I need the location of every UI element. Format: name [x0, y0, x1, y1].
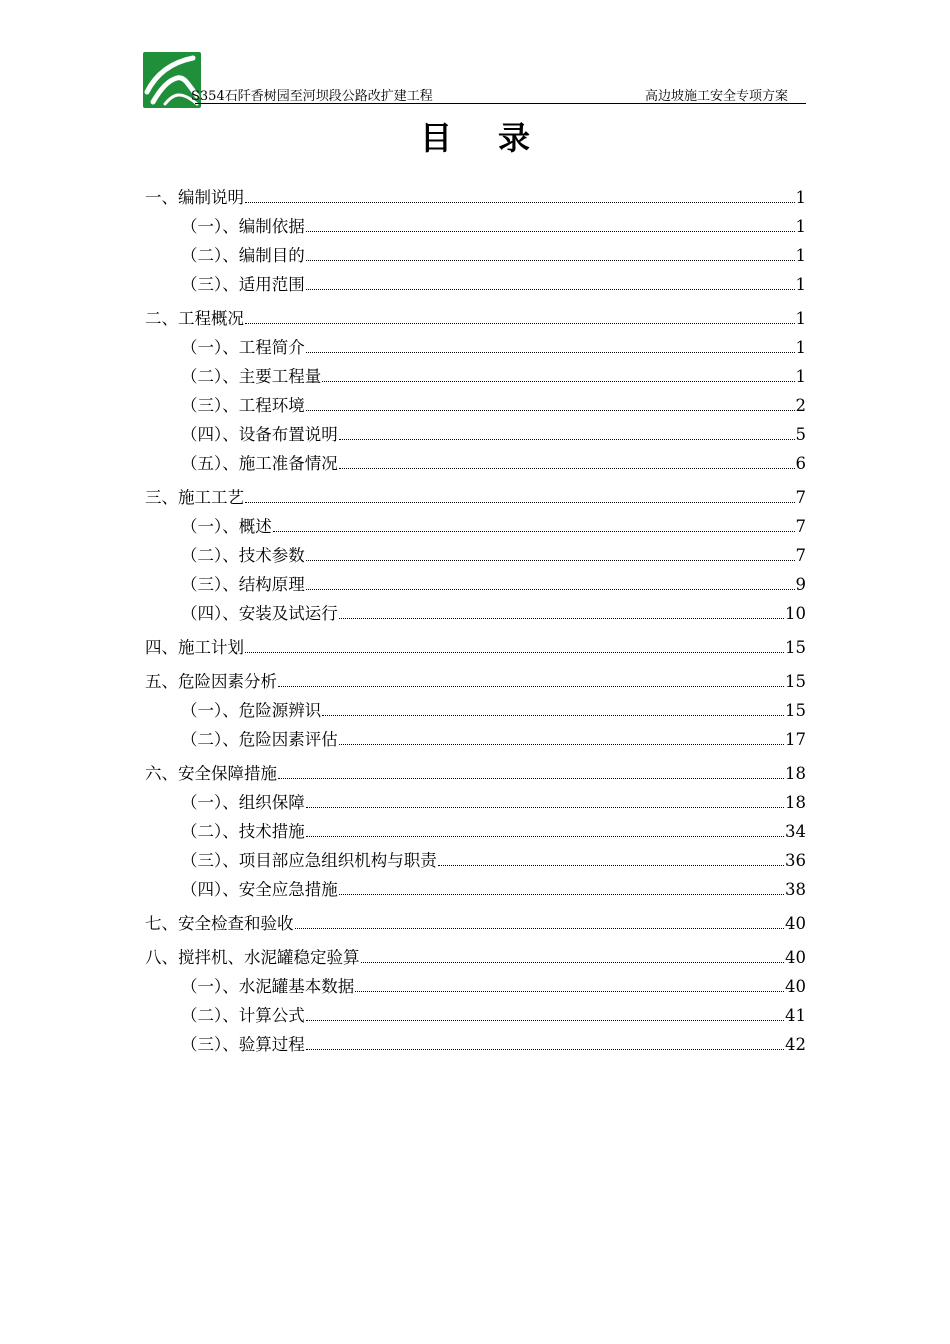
toc-section-entry[interactable] — [145, 696, 806, 725]
toc-dot-leader — [322, 714, 784, 716]
toc-dot-leader — [355, 990, 784, 992]
header-project-name: S354石阡香树园至河坝段公路改扩建工程 — [191, 89, 433, 104]
toc-chapter-entry[interactable] — [145, 943, 806, 972]
toc-dot-leader — [306, 409, 795, 411]
toc-entry-label: （一）、概述 — [181, 517, 272, 536]
toc-page-number: 36 — [785, 851, 806, 870]
toc-dot-leader — [339, 743, 784, 745]
toc-entry-label: （三）、项目部应急组织机构与职责 — [181, 851, 437, 870]
toc-page-number: 1 — [795, 309, 806, 328]
toc-section-entry[interactable] — [145, 241, 806, 270]
toc-page-number: 1 — [795, 338, 806, 357]
toc-dot-leader — [306, 1048, 784, 1050]
toc-dot-leader — [306, 288, 795, 290]
toc-section-entry[interactable] — [145, 449, 806, 478]
toc-entry-label: （二）、技术参数 — [181, 546, 305, 565]
header-rule — [195, 103, 806, 104]
toc-section-entry[interactable] — [145, 512, 806, 541]
toc-entry-label: （二）、危险因素评估 — [181, 730, 338, 749]
toc-page-number: 9 — [795, 575, 806, 594]
toc-section-entry[interactable] — [145, 570, 806, 599]
toc-section-entry[interactable] — [145, 1030, 806, 1059]
toc-dot-leader — [339, 467, 795, 469]
toc-section-entry[interactable] — [145, 875, 806, 904]
toc-page-number: 18 — [785, 793, 806, 812]
toc-chapter-entry[interactable] — [145, 633, 806, 662]
toc-entry-label: 一、编制说明 — [145, 188, 244, 207]
toc-page-number: 7 — [795, 517, 806, 536]
toc-dot-leader — [361, 961, 785, 963]
toc-page-number: 15 — [785, 701, 806, 720]
toc-chapter-entry[interactable] — [145, 909, 806, 938]
toc-entry-label: （一）、编制依据 — [181, 217, 305, 236]
toc-entry-label: （二）、技术措施 — [181, 822, 305, 841]
toc-section-entry[interactable] — [145, 1001, 806, 1030]
toc-entry-label: 六、安全保障措施 — [145, 764, 277, 783]
toc-section-entry[interactable] — [145, 972, 806, 1001]
header-document-name: 高边坡施工安全专项方案 — [644, 89, 788, 104]
toc-dot-leader — [339, 617, 784, 619]
toc-dot-leader — [273, 530, 795, 532]
toc-page-number: 1 — [795, 217, 806, 236]
toc-chapter-entry[interactable] — [145, 183, 806, 212]
toc-chapter-entry[interactable] — [145, 483, 806, 512]
toc-page-number: 10 — [785, 604, 806, 623]
toc-entry-label: （五）、施工准备情况 — [181, 454, 338, 473]
toc-page-number: 17 — [785, 730, 806, 749]
toc-section-entry[interactable] — [145, 725, 806, 754]
page-header — [143, 50, 806, 104]
page-title: 目录 — [419, 119, 576, 157]
toc-page-number: 5 — [795, 425, 806, 444]
toc-page-number: 15 — [785, 638, 806, 657]
toc-page-number: 41 — [785, 1006, 806, 1025]
toc-entry-label: 五、危险因素分析 — [145, 672, 277, 691]
toc-entry-label: 四、施工计划 — [145, 638, 244, 657]
toc-dot-leader — [339, 893, 784, 895]
toc-entry-label: （四）、安装及试运行 — [181, 604, 338, 623]
toc-entry-label: （二）、主要工程量 — [181, 367, 322, 386]
toc-entry-label: （一）、工程简介 — [181, 338, 305, 357]
toc-chapter-entry[interactable] — [145, 667, 806, 696]
toc-chapter-entry[interactable] — [145, 759, 806, 788]
toc-page-number: 15 — [785, 672, 806, 691]
toc-entry-label: 三、施工工艺 — [145, 488, 244, 507]
toc-entry-label: （一）、危险源辨识 — [181, 701, 322, 720]
toc-page-number: 1 — [795, 367, 806, 386]
toc-entry-label: （三）、适用范围 — [181, 275, 305, 294]
toc-dot-leader — [306, 559, 795, 561]
toc-dot-leader — [278, 685, 784, 687]
toc-entry-label: （三）、结构原理 — [181, 575, 305, 594]
toc-entry-label: （二）、计算公式 — [181, 1006, 305, 1025]
toc-section-entry[interactable] — [145, 788, 806, 817]
toc-page-number: 1 — [795, 188, 806, 207]
toc-dot-leader — [322, 380, 794, 382]
toc-page-number: 38 — [785, 880, 806, 899]
toc-page-number: 34 — [785, 822, 806, 841]
toc-section-entry[interactable] — [145, 362, 806, 391]
toc-page-number: 6 — [795, 454, 806, 473]
toc-chapter-entry[interactable] — [145, 304, 806, 333]
toc-page-number: 2 — [795, 396, 806, 415]
toc-dot-leader — [306, 230, 795, 232]
table-of-contents — [145, 183, 806, 1059]
toc-dot-leader — [306, 259, 795, 261]
toc-dot-leader — [306, 351, 795, 353]
toc-dot-leader — [339, 438, 795, 440]
toc-section-entry[interactable] — [145, 270, 806, 299]
toc-page-number: 42 — [785, 1035, 806, 1054]
toc-dot-leader — [278, 777, 784, 779]
toc-entry-label: （二）、编制目的 — [181, 246, 305, 265]
toc-entry-label: （一）、水泥罐基本数据 — [181, 977, 355, 996]
toc-dot-leader — [306, 806, 784, 808]
toc-section-entry[interactable] — [145, 212, 806, 241]
toc-page-number: 7 — [795, 546, 806, 565]
toc-page-number: 40 — [785, 977, 806, 996]
toc-entry-label: （四）、安全应急措施 — [181, 880, 338, 899]
toc-entry-label: 七、安全检查和验收 — [145, 914, 294, 933]
toc-page-number: 40 — [785, 914, 806, 933]
toc-entry-label: 二、工程概况 — [145, 309, 244, 328]
toc-entry-label: （四）、设备布置说明 — [181, 425, 338, 444]
toc-dot-leader — [306, 1019, 784, 1021]
toc-page-number: 18 — [785, 764, 806, 783]
toc-dot-leader — [306, 588, 795, 590]
toc-dot-leader — [245, 501, 795, 503]
toc-dot-leader — [438, 864, 784, 866]
toc-entry-label: （一）、组织保障 — [181, 793, 305, 812]
toc-page-number: 1 — [795, 275, 806, 294]
toc-dot-leader — [306, 835, 784, 837]
toc-section-entry[interactable] — [145, 541, 806, 570]
toc-dot-leader — [245, 322, 795, 324]
toc-section-entry[interactable] — [145, 817, 806, 846]
toc-entry-label: （三）、工程环境 — [181, 396, 305, 415]
toc-entry-label: 八、搅拌机、水泥罐稳定验算 — [145, 948, 360, 967]
toc-section-entry[interactable] — [145, 846, 806, 875]
toc-page-number: 7 — [795, 488, 806, 507]
toc-section-entry[interactable] — [145, 599, 806, 628]
toc-dot-leader — [295, 927, 785, 929]
toc-section-entry[interactable] — [145, 333, 806, 362]
toc-section-entry[interactable] — [145, 391, 806, 420]
toc-page-number: 1 — [795, 246, 806, 265]
toc-entry-label: （三）、验算过程 — [181, 1035, 305, 1054]
toc-section-entry[interactable] — [145, 420, 806, 449]
toc-page-number: 40 — [785, 948, 806, 967]
toc-dot-leader — [245, 201, 795, 203]
toc-dot-leader — [245, 651, 784, 653]
